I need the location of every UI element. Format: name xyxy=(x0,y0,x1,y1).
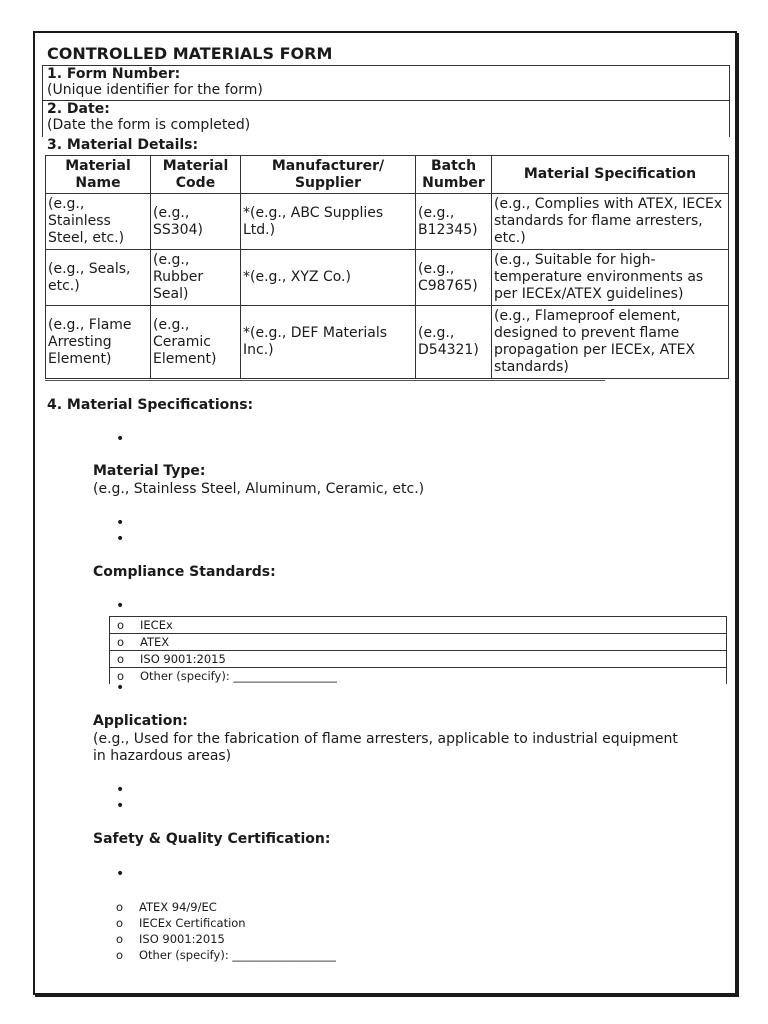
cell-material-code[interactable]: (e.g., SS304) xyxy=(151,194,241,250)
list-item[interactable] xyxy=(109,899,727,915)
bullet: • xyxy=(116,680,125,696)
cell-material-code[interactable]: (e.g., Ceramic Element) xyxy=(151,306,241,379)
list-item[interactable] xyxy=(109,947,727,963)
material-type-desc: (e.g., Stainless Steel, Aluminum, Ceramic, etc.) xyxy=(93,481,425,497)
header-material-name: Material Name xyxy=(46,156,151,194)
table-row xyxy=(46,194,729,250)
sub-bullet: o xyxy=(117,652,125,666)
table-row xyxy=(46,250,729,306)
bullet: • xyxy=(116,598,125,614)
date-box xyxy=(42,100,730,137)
application-label: Application: xyxy=(93,713,188,729)
sub-bullet: o xyxy=(116,916,124,930)
cell-material-name[interactable]: (e.g., Flame Arresting Element) xyxy=(46,306,151,379)
compliance-item-iso: ISO 9001:2015 xyxy=(140,652,226,666)
sub-bullet: o xyxy=(117,669,125,683)
cell-batch-number[interactable]: (e.g., B12345) xyxy=(416,194,492,250)
sub-bullet: o xyxy=(117,618,125,632)
cert-item-other: Other (specify): __________________ xyxy=(139,948,336,962)
cell-batch-number[interactable]: (e.g., C98765) xyxy=(416,250,492,306)
sub-bullet: o xyxy=(117,635,125,649)
bullet: • xyxy=(116,431,125,447)
list-item[interactable] xyxy=(109,616,727,633)
sub-bullet: o xyxy=(116,948,124,962)
bullet: • xyxy=(116,782,125,798)
cell-material-spec[interactable]: (e.g., Flameproof element, designed to prevent flame propagation per IECEx, ATEX standards) xyxy=(492,306,729,379)
cell-material-spec[interactable]: (e.g., Suitable for high-temperature environments as per IECEx/ATEX guidelines) xyxy=(492,250,729,306)
bullet: • xyxy=(116,866,125,882)
cell-material-code[interactable]: (e.g., Rubber Seal) xyxy=(151,250,241,306)
form-title: CONTROLLED MATERIALS FORM xyxy=(47,44,333,63)
bullet: • xyxy=(116,531,125,547)
date-desc: (Date the form is completed) xyxy=(47,117,251,133)
list-item[interactable] xyxy=(109,633,727,650)
sub-bullet: o xyxy=(116,900,124,914)
material-specs-label: 4. Material Specifications: xyxy=(47,397,254,413)
divider xyxy=(45,380,605,381)
cell-manufacturer[interactable]: *(e.g., XYZ Co.) xyxy=(241,250,416,306)
certification-list xyxy=(109,899,727,963)
header-manufacturer: Manufacturer/ Supplier xyxy=(241,156,416,194)
list-item[interactable] xyxy=(109,650,727,667)
compliance-item-other: Other (specify): __________________ xyxy=(140,669,337,683)
material-details-table xyxy=(45,155,729,379)
cert-item-iso: ISO 9001:2015 xyxy=(139,932,225,946)
cert-item-iecex: IECEx Certification xyxy=(139,916,246,930)
bullet: • xyxy=(116,798,125,814)
list-item[interactable] xyxy=(109,667,727,684)
certification-label: Safety & Quality Certification: xyxy=(93,831,331,847)
header-material-spec: Material Specification xyxy=(492,156,729,194)
cell-material-name[interactable]: (e.g., Stainless Steel, etc.) xyxy=(46,194,151,250)
sub-bullet: o xyxy=(116,932,124,946)
cell-manufacturer[interactable]: *(e.g., DEF Materials Inc.) xyxy=(241,306,416,379)
cert-item-atex: ATEX 94/9/EC xyxy=(139,900,217,914)
form-number-desc: (Unique identifier for the form) xyxy=(47,82,263,98)
form-number-box xyxy=(42,65,730,101)
header-batch-number: Batch Number xyxy=(416,156,492,194)
table-row xyxy=(46,306,729,379)
cell-batch-number[interactable]: (e.g., D54321) xyxy=(416,306,492,379)
material-details-label: 3. Material Details: xyxy=(47,137,199,153)
application-desc: (e.g., Used for the fabrication of flame arresters, applicable to industrial equipment in hazardous areas) xyxy=(93,731,678,764)
list-item[interactable] xyxy=(109,931,727,947)
cell-manufacturer[interactable]: *(e.g., ABC Supplies Ltd.) xyxy=(241,194,416,250)
cell-material-name[interactable]: (e.g., Seals, etc.) xyxy=(46,250,151,306)
date-label: 2. Date: xyxy=(47,101,110,117)
form-number-label: 1. Form Number: xyxy=(47,66,181,82)
compliance-item-atex: ATEX xyxy=(140,635,170,649)
bullet: • xyxy=(116,515,125,531)
compliance-label: Compliance Standards: xyxy=(93,564,276,580)
list-item[interactable] xyxy=(109,915,727,931)
compliance-item-iecex: IECEx xyxy=(140,618,173,632)
compliance-list xyxy=(109,616,727,684)
cell-material-spec[interactable]: (e.g., Complies with ATEX, IECEx standards for flame arresters, etc.) xyxy=(492,194,729,250)
material-type-label: Material Type: xyxy=(93,463,206,479)
header-material-code: Material Code xyxy=(151,156,241,194)
